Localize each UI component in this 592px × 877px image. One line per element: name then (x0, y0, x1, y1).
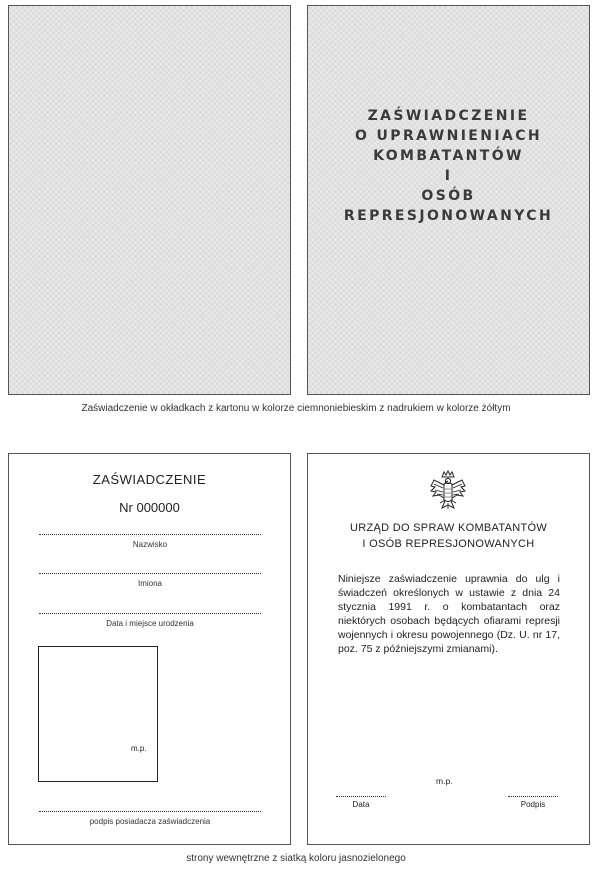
cover-title-line: REPRESJONOWANYCH (343, 208, 554, 224)
date-line (336, 796, 386, 797)
caption-covers: Zaświadczenie w okładkach z kartonu w kolorze ciemnoniebieskim z nadrukiem w kolorze żółtym (81, 403, 511, 414)
surname-label: Nazwisko (132, 540, 168, 549)
cover-title (308, 106, 589, 226)
cover-title-page (307, 5, 590, 395)
certificate-number: Nr 000000 (119, 500, 180, 515)
holder-signature-line (39, 811, 261, 812)
cover-title-line: I (444, 168, 453, 184)
inner-page-left (8, 453, 291, 845)
cover-title-line: ZAŚWIADCZENIE (367, 108, 530, 124)
first-names-line (39, 573, 261, 574)
certificate-title: ZAŚWIADCZENIE (92, 472, 207, 487)
office-name-line: URZĄD DO SPRAW KOMBATANTÓW (349, 522, 548, 534)
official-signature-line (508, 796, 558, 797)
polish-eagle-emblem-icon (428, 470, 468, 514)
cover-title-line: KOMBATANTÓW (373, 148, 524, 164)
legal-text: Niniejsze zaświadczenie uprawnia do ulg i świadczeń określonych w ustawie z dnia 24 stycznia 1991 r. o kombatantach oraz niektórych osobach będących ofiarami represji wojennych i okresu powojennego (Dz. U. nr 17, poz. 75 z późniejszymi zmianami). (338, 573, 560, 655)
office-name (308, 520, 589, 552)
birth-date-place-line (39, 613, 261, 614)
cover-title-line: O UPRAWNIENIACH (354, 128, 543, 144)
inner-page-right (307, 453, 590, 845)
holder-signature-label: podpis posiadacza zaświadczenia (89, 817, 211, 826)
stamp-label: m.p. (436, 776, 453, 786)
stamp-label: m.p. (131, 744, 147, 753)
cover-title-line: OSÓB (421, 188, 476, 204)
cover-front (8, 5, 291, 395)
first-names-label: Imiona (137, 579, 162, 588)
birth-date-place-label: Data i miejsce urodzenia (106, 619, 194, 628)
date-label: Data (352, 800, 370, 809)
caption-inner-pages: strony wewnętrzne z siatką koloru jasnozielonego (186, 853, 406, 864)
office-name-line: I OSÓB REPRESJONOWANYCH (362, 538, 535, 550)
surname-line (39, 534, 261, 535)
photo-box (38, 646, 158, 782)
official-signature-label: Podpis (520, 800, 546, 809)
